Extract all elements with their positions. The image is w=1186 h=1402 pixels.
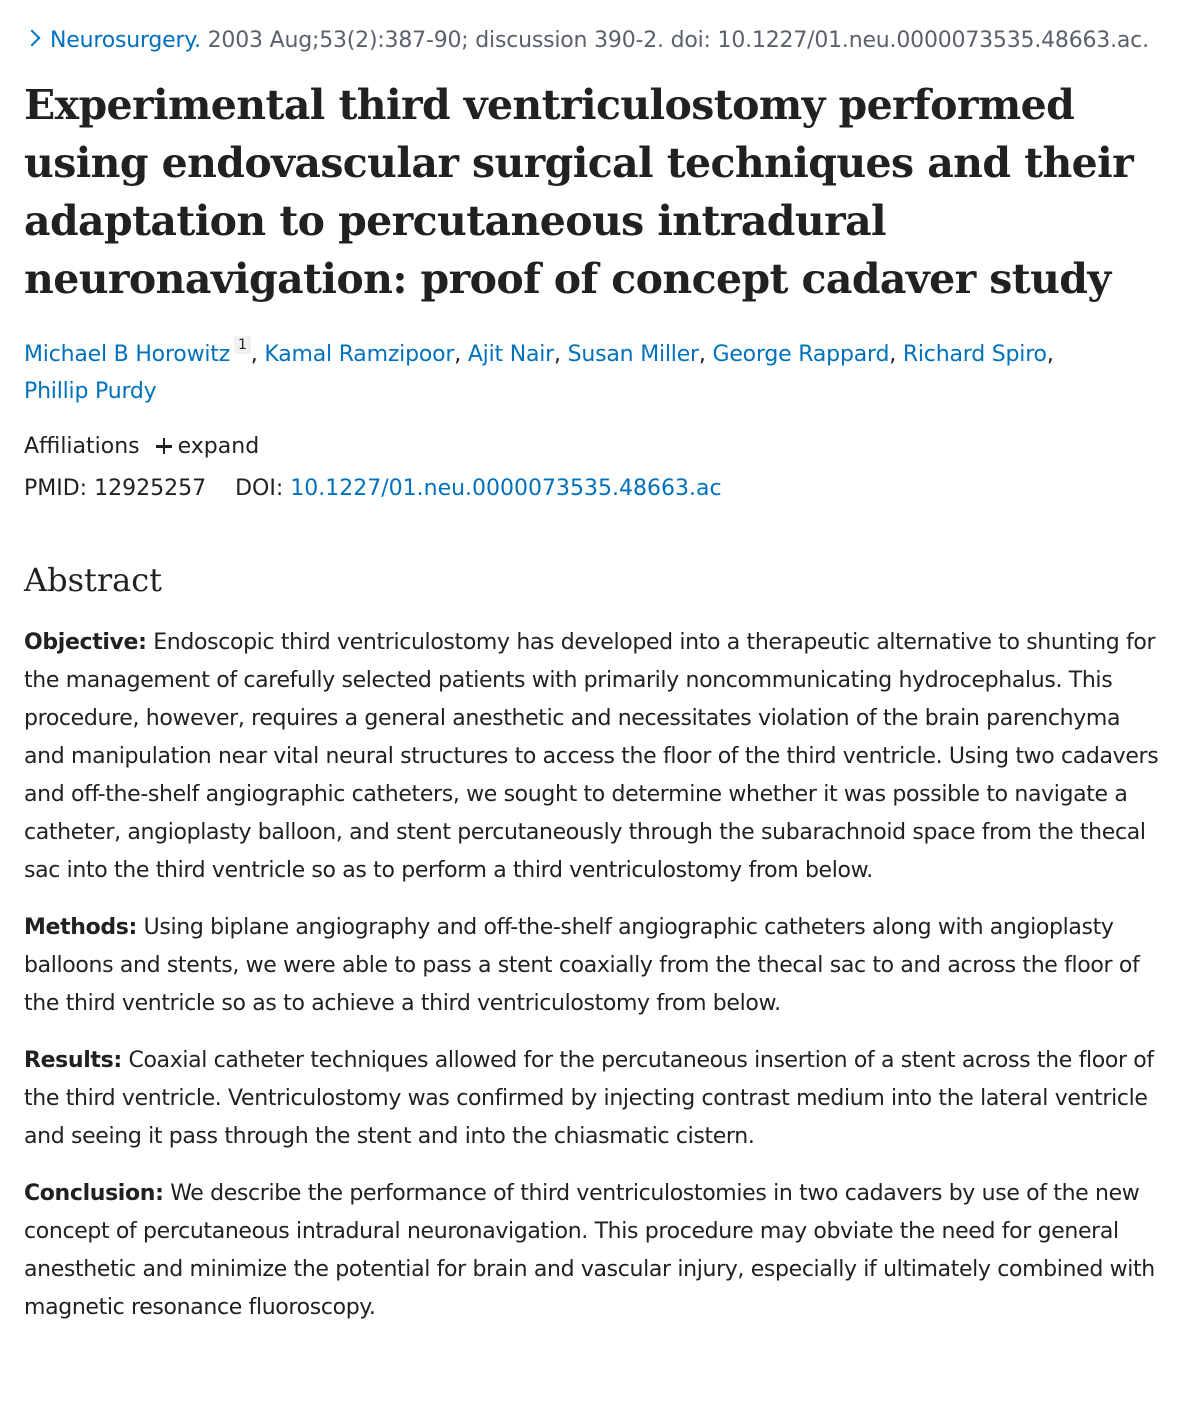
section-text: Using biplane angiography and off-the-shelf angiographic catheters along with angioplasty balloons and stents, we were able to pass a stent coaxially from the thecal sac to and across the floor of the third ventricle so as to achieve a third ventriculostomy from below. (24, 915, 1140, 1016)
section-text: Endoscopic third ventriculostomy has developed into a therapeutic alternative to shunting for the management of carefully selected patients with primarily noncommunicating hydrocephalus. This procedure, however, requires a general anesthetic and necessitates violation of the brain parenchyma and manipulation near vital neural structures to access the floor of the third ventricle. Using two cadavers and off-the-shelf angiographic catheters, we sought to determine whether it was possible to navigate a catheter, angioplasty balloon, and stent percutaneously through the subarachnoid space from the thecal sac into the third ventricle so as to perform a third ventriculostomy from below. (24, 630, 1159, 883)
doi-label: DOI: (235, 476, 284, 501)
article-title: Experimental third ventriculostomy performed using endovascular surgical techniques and their adaptation to percutaneous intradural neuronavigation: proof of concept cadaver study (24, 81, 1134, 303)
section-label: Objective: (24, 630, 147, 655)
affiliations-label: Affiliations (24, 434, 140, 459)
pmid-label: PMID: (24, 476, 88, 501)
citation-details: 2003 Aug;53(2):387-90; discussion 390-2. doi: 10.1227/01.neu.0000073535.48663.ac. (200, 28, 1149, 53)
abstract-methods (24, 909, 1162, 1023)
author-link[interactable]: Kamal Ramzipoor (264, 342, 455, 367)
author-link[interactable]: Susan Miller (567, 342, 699, 367)
abstract-objective (24, 624, 1162, 890)
chevron-right-icon[interactable] (24, 30, 41, 47)
author-link[interactable]: Richard Spiro (902, 342, 1047, 367)
abstract-results (24, 1042, 1162, 1156)
journal-link[interactable]: Neurosurgery. (50, 28, 201, 53)
pmid-value: 12925257 (94, 476, 207, 501)
author-link[interactable]: Michael B Horowitz (24, 342, 231, 367)
abstract-heading: Abstract (24, 561, 163, 599)
section-label: Methods: (24, 915, 137, 940)
abstract-conclusion (24, 1175, 1162, 1327)
section-text: We describe the performance of third ventriculostomies in two cadavers by use of the new concept of percutaneous intradural neuronavigation. This procedure may obviate the need for general anesthetic and minimize the potential for brain and vascular injury, especially if ultimately combined with magnetic resonance fluoroscopy. (24, 1181, 1155, 1320)
affiliations-toggle[interactable] (24, 430, 1162, 464)
section-text: Coaxial catheter techniques allowed for the percutaneous insertion of a stent across the floor of the third ventricle. Ventriculostomy was confirmed by injecting contrast medium into the lateral ventricle and seeing it pass through the stent and into the chiasmatic cistern. (24, 1048, 1154, 1149)
author-link[interactable]: Phillip Purdy (24, 379, 157, 404)
author-link[interactable]: George Rappard (712, 342, 890, 367)
section-label: Results: (24, 1048, 122, 1073)
plus-icon[interactable] (156, 438, 172, 454)
abstract-body (24, 624, 1162, 1327)
authors-list: Michael B Horowitz $^1$ , Kamal Ramzipoor, Ajit Nair, Susan Miller, George Rappard, Richard Spiro, Phillip Purdy (24, 337, 1054, 404)
expand-label[interactable]: expand (177, 434, 260, 459)
article-identifiers (24, 472, 1162, 506)
doi-link[interactable]: 10.1227/01.neu.0000073535.48663.ac (290, 476, 722, 501)
section-label: Conclusion: (24, 1181, 164, 1206)
journal-citation (24, 24, 1162, 58)
author-link[interactable]: Ajit Nair (467, 342, 555, 367)
affiliation-marker[interactable]: 1 (234, 336, 251, 354)
